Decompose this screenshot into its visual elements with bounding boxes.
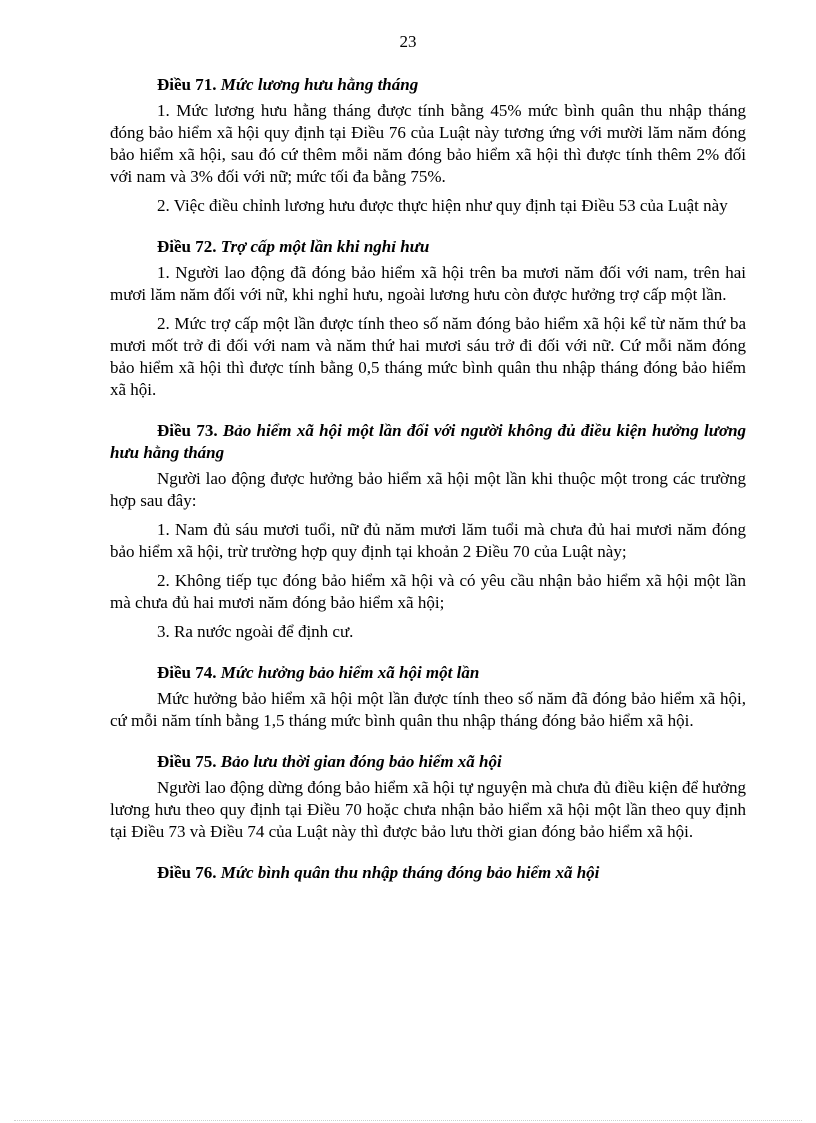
article-paragraph: 2. Không tiếp tục đóng bảo hiểm xã hội và có yêu cầu nhận bảo hiểm xã hội một lần mà chưa đủ hai mươi năm đóng bảo hiểm xã hội; [110,571,746,612]
article-paragraph: 2. Mức trợ cấp một lần được tính theo số năm đóng bảo hiểm xã hội kể từ năm thứ ba mươi mốt trở đi đối với nam và năm thứ hai mươi sáu trở đi đối với nữ. Cứ mỗi năm đóng bảo hiểm xã hội thì được tính bằng 0,5 tháng mức bình quân thu nhập tháng đóng bảo hiểm xã hội. [110,314,746,399]
article-74 [110,662,746,732]
article-75 [110,751,746,843]
article-76 [110,862,746,884]
page-bottom-divider [14,1120,802,1121]
article-heading [110,751,746,773]
article-paragraph: 2. Việc điều chỉnh lương hưu được thực hiện như quy định tại Điều 53 của Luật này [157,196,728,215]
article-paragraph: 3. Ra nước ngoài để định cư. [157,622,354,641]
article-label: Điều 75. [157,752,217,771]
article-title: Bảo hiểm xã hội một lần đối với người không đủ điều kiện hưởng lương hưu hằng tháng [110,421,747,462]
article-label: Điều 74. [157,663,217,682]
article-label: Điều 72. [157,237,217,256]
article-heading [110,74,746,96]
article-title: Trợ cấp một lần khi nghỉ hưu [220,237,430,256]
page-number: 23 [399,32,417,51]
article-title: Bảo lưu thời gian đóng bảo hiểm xã hội [220,752,502,771]
article-heading [110,420,746,464]
article-title: Mức lương hưu hằng tháng [220,75,419,94]
article-title: Mức bình quân thu nhập tháng đóng bảo hiểm xã hội [220,863,600,882]
article-label: Điều 73. [157,421,218,440]
article-73 [110,420,746,643]
article-paragraph: Người lao động dừng đóng bảo hiểm xã hội tự nguyện mà chưa đủ điều kiện để hưởng lương hưu theo quy định tại Điều 70 hoặc chưa nhận bảo hiểm xã hội một lần theo quy định tại Điều 73 và Điều 74 của Luật này thì được bảo lưu thời gian đóng bảo hiểm xã hội. [110,778,746,841]
article-paragraph: Người lao động được hưởng bảo hiểm xã hội một lần khi thuộc một trong các trường hợp sau đây: [110,469,746,510]
article-paragraph: Mức hưởng bảo hiểm xã hội một lần được tính theo số năm đã đóng bảo hiểm xã hội, cứ mỗi năm tính bằng 1,5 tháng mức bình quân thu nhập tháng đóng bảo hiểm xã hội. [110,689,746,730]
article-heading [110,236,746,258]
article-72 [110,236,746,401]
article-heading [110,862,746,884]
article-paragraph: 1. Mức lương hưu hằng tháng được tính bằng 45% mức bình quân thu nhập tháng đóng bảo hiểm xã hội quy định tại Điều 76 của Luật này tương ứng với mười lăm năm đóng bảo hiểm xã hội, sau đó cứ thêm mỗi năm đóng bảo hiểm xã hội thì được tính thêm 2% đối với nam và 3% đối với nữ; mức tối đa bằng 75%. [110,101,746,186]
article-heading [110,662,746,684]
document-body [110,74,746,888]
article-paragraph: 1. Nam đủ sáu mươi tuổi, nữ đủ năm mươi lăm tuổi mà chưa đủ hai mươi năm đóng bảo hiểm xã hội, trừ trường hợp quy định tại khoản 2 Điều 70 của Luật này; [110,520,746,561]
article-paragraph: 1. Người lao động đã đóng bảo hiểm xã hội trên ba mươi năm đối với nam, trên hai mươi lăm năm đối với nữ, khi nghỉ hưu, ngoài lương hưu còn được hưởng trợ cấp một lần. [110,263,746,304]
article-label: Điều 76. [157,863,217,882]
article-title: Mức hưởng bảo hiểm xã hội một lần [220,663,480,682]
article-label: Điều 71. [157,75,217,94]
article-71 [110,74,746,217]
